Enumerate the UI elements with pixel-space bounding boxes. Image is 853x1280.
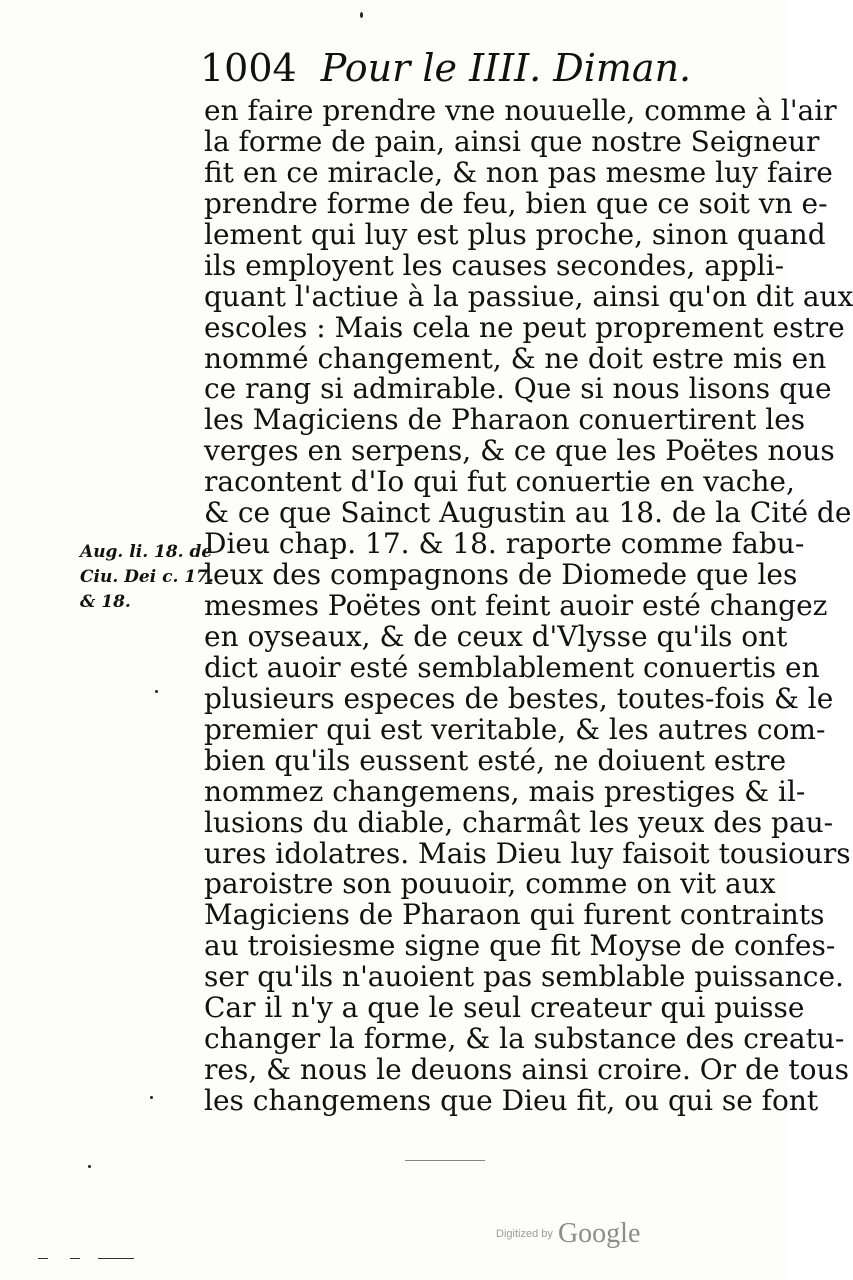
- page-number: 1004: [200, 46, 297, 90]
- text-line: Magiciens de Pharaon qui furent contraints: [204, 898, 825, 932]
- text-line: escoles : Mais cela ne peut proprement estre: [204, 310, 845, 344]
- text-line: nommez changemens, mais prestiges & il-: [204, 774, 806, 808]
- text-line: changer la forme, & la substance des creatu-: [204, 1022, 845, 1056]
- scan-speck: [150, 1096, 153, 1099]
- scan-mark: [70, 1258, 80, 1259]
- text-line: Dieu chap. 17. & 18. raporte comme fabu-: [204, 527, 805, 561]
- text-line: fit en ce miracle, & non pas mesme luy faire: [204, 155, 833, 189]
- text-line: dict auoir esté semblablement conuertis en: [204, 650, 820, 684]
- scan-speck: [155, 690, 158, 693]
- text-line: les Magiciens de Pharaon conuertirent les: [204, 403, 806, 437]
- margin-note-line: & 18.: [80, 592, 131, 612]
- scan-speck: [360, 12, 363, 18]
- margin-note-line: Ciu. Dei c. 17.: [80, 567, 214, 587]
- text-line: bien qu'ils eussent esté, ne doiuent estre: [204, 743, 787, 777]
- text-line: lement qui luy est plus proche, sinon quand: [204, 217, 826, 251]
- text-line: en oyseaux, & de ceux d'Vlysse qu'ils ont: [204, 619, 788, 653]
- scan-mark: [98, 1258, 134, 1259]
- text-line: verges en serpens, & ce que les Poëtes nous: [204, 434, 835, 468]
- text-line: Car il n'y a que le seul createur qui puisse: [204, 991, 805, 1025]
- text-line: en faire prendre vne nouuelle, comme à l'air: [204, 94, 837, 127]
- digitization-watermark: [496, 1218, 666, 1254]
- text-line: mesmes Poëtes ont feint auoir esté changez: [204, 589, 828, 622]
- text-line: nommé changement, & ne doit estre mis en: [204, 341, 827, 375]
- scan-speck: [88, 1165, 91, 1168]
- text-line: paroistre son pouuoir, comme on vit aux: [204, 867, 776, 901]
- text-line: leux des compagnons de Diomede que les: [204, 558, 798, 592]
- watermark-brand: Google: [557, 1218, 641, 1249]
- body-text: [204, 94, 853, 1117]
- watermark-prefix: Digitized by: [496, 1228, 553, 1240]
- text-line: quant l'actiue à la passiue, ainsi qu'on dit aux: [204, 279, 853, 313]
- text-line: premier qui est veritable, & les autres com-: [204, 712, 826, 746]
- margin-note: [80, 540, 214, 615]
- text-line: au troisiesme signe que fit Moyse de confes-: [204, 929, 836, 963]
- text-line: ce rang si admirable. Que si nous lisons que: [204, 372, 832, 406]
- text-line: prendre forme de feu, bien que ce soit vn e-: [204, 186, 828, 220]
- margin-note-line: Aug. li. 18. de: [80, 542, 213, 562]
- text-line: res, & nous le deuons ainsi croire. Or de tous: [204, 1053, 849, 1087]
- text-line: les changemens que Dieu fit, ou qui se font: [204, 1084, 819, 1117]
- text-line: racontent d'Io qui fut conuertie en vache,: [204, 465, 795, 499]
- scan-dots: [405, 1160, 485, 1161]
- text-line: & ce que Sainct Augustin au 18. de la Cité de: [204, 496, 852, 530]
- page-header: [200, 46, 700, 94]
- scan-mark: [38, 1258, 48, 1259]
- text-line: ures idolatres. Mais Dieu luy faisoit tousiours: [204, 836, 851, 870]
- running-title: Pour le IIII. Diman.: [320, 46, 692, 90]
- text-line: ser qu'ils n'auoient pas semblable puissance.: [204, 960, 844, 994]
- text-line: la forme de pain, ainsi que nostre Seigneur: [204, 124, 820, 158]
- text-line: lusions du diable, charmât les yeux des pau-: [204, 805, 834, 839]
- text-line: ils employent les causes secondes, appli-: [204, 248, 785, 282]
- text-line: plusieurs especes de bestes, toutes-fois & le: [204, 681, 834, 715]
